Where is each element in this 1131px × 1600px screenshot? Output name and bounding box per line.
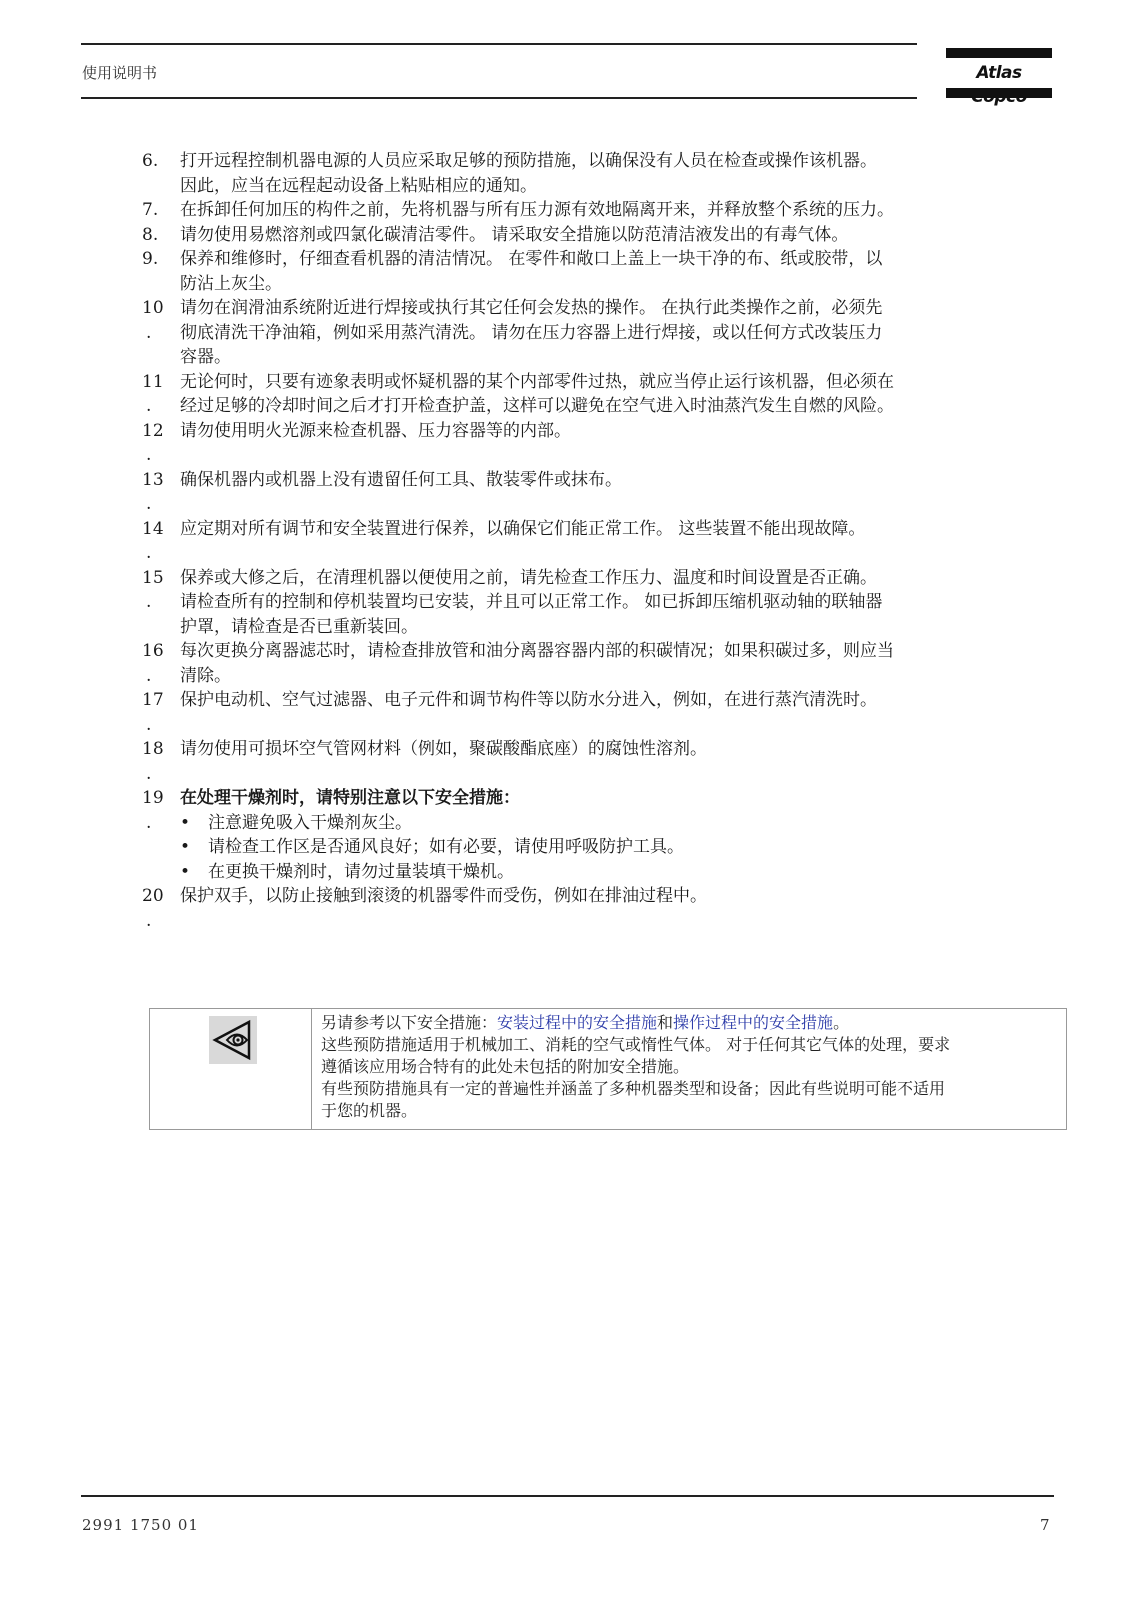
- item-text-line: 保养或大修之后，在清理机器以便使用之前，请先检查工作压力、温度和时间设置是否正确。: [180, 567, 877, 588]
- item-number-dot: .: [146, 543, 152, 563]
- item-text-line: 容器。: [180, 347, 231, 367]
- item-text-line: 请勿使用可损坏空气管网材料（例如，聚碳酸酯底座）的腐蚀性溶剂。: [180, 739, 707, 759]
- note-line: 于您的机器。: [321, 1101, 418, 1120]
- item-text-line: 因此，应当在远程起动设备上粘贴相应的通知。: [180, 175, 537, 196]
- item-text-line: 保护电动机、空气过滤器、电子元件和调节构件等以防水分进入，例如，在进行蒸汽清洗时。: [180, 690, 877, 710]
- list-item: [142, 370, 1062, 419]
- list-item: [142, 149, 1062, 198]
- safety-precautions-list: [142, 149, 1062, 933]
- item-body: [180, 688, 1062, 737]
- note-line: 有些预防措施具有一定的普遍性并涵盖了多种机器类型和设备；因此有些说明可能不适用: [321, 1079, 946, 1098]
- item-text-line: 防沾上灰尘。: [180, 273, 282, 294]
- item-number: 9.: [142, 249, 159, 269]
- list-item: [142, 247, 1062, 296]
- item-number: 12: [142, 420, 164, 441]
- list-item: [142, 223, 1062, 248]
- item-text-line: 请检查所有的控制和停机装置均已安装，并且可以正常工作。 如已拆卸压缩机驱动轴的联轴器: [180, 592, 883, 612]
- item-number-dot: .: [146, 396, 152, 416]
- list-item: [142, 517, 1062, 566]
- item-number: 16: [142, 641, 164, 661]
- header-rule-bottom: [81, 97, 917, 99]
- item-number-dot: .: [146, 763, 152, 784]
- item-text-line: 保护双手，以防止接触到滚烫的机器零件而受伤，例如在排油过程中。: [180, 886, 707, 906]
- operation-safety-link[interactable]: 操作过程中的安全措施: [673, 1013, 834, 1032]
- item-number: 14: [142, 518, 164, 539]
- document-number: 2991 1750 01: [82, 1516, 199, 1534]
- item-number-dot: .: [146, 322, 152, 343]
- bullet-item: • 在更换干燥剂时，请勿过量装填干燥机。: [180, 860, 1062, 885]
- item-number: 7.: [142, 200, 159, 220]
- note-box: [149, 1008, 1067, 1130]
- item-number: 13: [142, 469, 164, 490]
- item-number: 6.: [142, 151, 159, 171]
- item-number-dot: .: [146, 714, 152, 735]
- logo-bar-bottom: [946, 88, 1052, 98]
- note-line: 这些预防措施适用于机械加工、消耗的空气或惰性气体。 对于任何其它气体的处理，要求: [321, 1035, 951, 1054]
- item-text-line: 确保机器内或机器上没有遗留任何工具、散装零件或抹布。: [180, 469, 622, 490]
- item-text-line: 打开远程控制机器电源的人员应采取足够的预防措施，以确保没有人员在检查或操作该机器。: [180, 151, 877, 171]
- item-number: 20: [142, 886, 164, 906]
- item-heading: 在处理干燥剂时，请特别注意以下安全措施：: [180, 788, 520, 808]
- item-body: [180, 786, 1062, 884]
- note-text: [312, 1009, 1066, 1129]
- item-body: [180, 198, 1062, 223]
- list-item: [142, 419, 1062, 468]
- eye-warning-icon: [209, 1016, 257, 1064]
- item-body: [180, 737, 1062, 786]
- item-text-line: 请勿使用易燃溶剂或四氯化碳清洁零件。 请采取安全措施以防范清洁液发出的有毒气体。: [180, 224, 849, 245]
- item-text-line: 每次更换分离器滤芯时，请检查排放管和油分离器容器内部的积碳情况；如果积碳过多，则应当: [180, 641, 894, 661]
- list-item: [142, 737, 1062, 786]
- list-item: [142, 884, 1062, 933]
- item-number: 18: [142, 739, 164, 759]
- logo-bar-top: [946, 48, 1052, 58]
- item-text-line: 彻底清洗干净油箱，例如采用蒸汽清洗。 请勿在压力容器上进行焊接，或以任何方式改装压力: [180, 322, 883, 343]
- note-line: 遵循该应用场合特有的此处未包括的附加安全措施。: [321, 1057, 690, 1076]
- bullet-item: • 注意避免吸入干燥剂灰尘。: [180, 811, 1062, 836]
- page-number: 7: [1040, 1516, 1050, 1534]
- item-body: [180, 296, 1062, 370]
- item-body: [180, 884, 1062, 933]
- bullet-list: [180, 811, 1062, 885]
- item-body: [180, 247, 1062, 296]
- atlas-copco-logo: [946, 48, 1052, 100]
- item-body: [180, 370, 1062, 419]
- list-item: [142, 786, 1062, 884]
- list-item: [142, 296, 1062, 370]
- item-number-dot: .: [146, 665, 152, 686]
- header-rule-top: [81, 43, 917, 45]
- item-number-dot: .: [146, 494, 152, 514]
- item-number: 8.: [142, 224, 159, 245]
- item-body: [180, 223, 1062, 248]
- item-number-dot: .: [146, 910, 152, 931]
- item-body: [180, 639, 1062, 688]
- item-body: [180, 517, 1062, 566]
- note-icon-cell: [150, 1009, 312, 1129]
- item-body: [180, 566, 1062, 640]
- item-text-line: 保养和维修时，仔细查看机器的清洁情况。 在零件和敞口上盖上一块干净的布、纸或胶带，以: [180, 249, 883, 269]
- item-body: [180, 468, 1062, 517]
- item-number-dot: .: [146, 445, 152, 465]
- list-item: [142, 198, 1062, 223]
- list-item: [142, 639, 1062, 688]
- item-number: 15: [142, 567, 164, 588]
- item-text-line: 清除。: [180, 665, 231, 686]
- footer-rule: [81, 1495, 1054, 1497]
- note-references-line: [321, 1012, 1058, 1034]
- item-body: [180, 419, 1062, 468]
- item-text-line: 护罩，请检查是否已重新装回。: [180, 616, 418, 637]
- item-text-line: 无论何时，只要有迹象表明或怀疑机器的某个内部零件过热，就应当停止运行该机器，但必须在: [180, 371, 894, 392]
- item-text-line: 经过足够的冷却时间之后才打开检查护盖，这样可以避免在空气进入时油蒸汽发生自燃的风险。: [180, 396, 894, 416]
- list-item: [142, 688, 1062, 737]
- bullet-item: • 请检查工作区是否通风良好；如有必要，请使用呼吸防护工具。: [180, 835, 1062, 860]
- logo-text: Atlas: [976, 63, 1022, 83]
- list-item: [142, 468, 1062, 517]
- item-number-dot: .: [146, 812, 152, 833]
- installation-safety-link[interactable]: 安装过程中的安全措施: [497, 1013, 658, 1032]
- note-end: 。: [833, 1013, 850, 1032]
- document-title: 使用说明书: [82, 64, 158, 82]
- item-text-line: 应定期对所有调节和安全装置进行保养，以确保它们能正常工作。 这些装置不能出现故障。: [180, 518, 866, 539]
- item-body: [180, 149, 1062, 198]
- item-text-line: 请勿在润滑油系统附近进行焊接或执行其它任何会发热的操作。 在执行此类操作之前，必须先: [180, 298, 883, 318]
- list-item: [142, 566, 1062, 640]
- item-number-dot: .: [146, 592, 152, 612]
- item-number: 11: [142, 371, 164, 392]
- item-number: 19: [142, 788, 164, 808]
- item-number: 10: [142, 298, 164, 318]
- item-text-line: 在拆卸任何加压的构件之前，先将机器与所有压力源有效地隔离开来，并释放整个系统的压力。: [180, 200, 894, 220]
- item-text-line: 请勿使用明火光源来检查机器、压力容器等的内部。: [180, 420, 571, 441]
- note-and: 和: [657, 1013, 674, 1032]
- item-number: 17: [142, 690, 164, 710]
- note-intro: 另请参考以下安全措施：: [321, 1013, 498, 1032]
